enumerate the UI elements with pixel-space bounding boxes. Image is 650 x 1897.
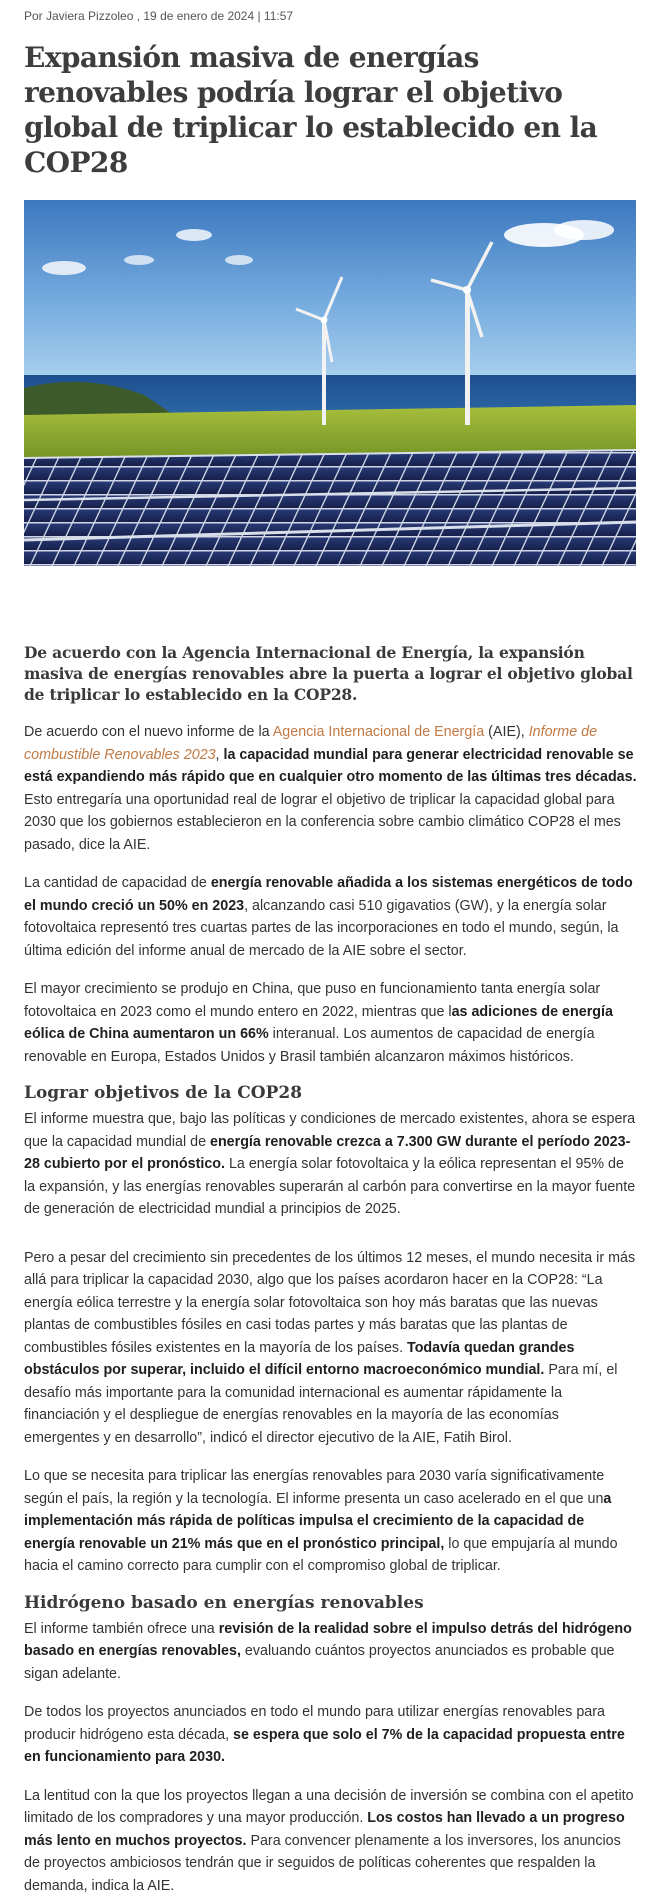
article-title: Expansión masiva de energías renovables podría lograr el objetivo global de triplicar lo establecido en la COP28 (24, 40, 638, 180)
aie-link[interactable]: Agencia Internacional de Energía (273, 724, 484, 740)
paragraph-6: Lo que se necesita para triplicar las energías renovables para 2030 varía significativamente según el país, la región y la tecnología. El informe presenta un caso acelerado en el que una implementación más rápida de políticas impulsa el crecimiento de la capacidad de energía renovable un 21% más que en el pronóstico principal, lo que empujaría al mundo hacia el camino correcto para cumplir con el compromiso global de triplicar. (24, 1465, 638, 1578)
paragraph-3: El mayor crecimiento se produjo en China, que puso en funcionamiento tanta energía solar fotovoltaica en 2023 como el mundo entero en 2022, mientras que las adiciones de energía eólica de China aumentaron un 66% interanual. Los aumentos de capacidad de energía renovable en Europa, Estados Unidos y Brasil también alcanzaron máximos históricos. (24, 978, 638, 1068)
report-link[interactable]: Informe de combustible Renovables 2023 (24, 724, 597, 763)
section-heading-cop28: Lograr objetivos de la COP28 (24, 1082, 638, 1104)
byline: Por Javiera Pizzoleo , 19 de enero de 2024 | 11:57 (24, 0, 638, 28)
section-heading-hidrogeno: Hidrógeno basado en energías renovables (24, 1592, 638, 1614)
article-lead: De acuerdo con la Agencia Internacional de Energía, la expansión masiva de energías renovables abre la puerta a lograr el objetivo global de triplicar lo establecido en la COP28. (24, 642, 638, 705)
paragraph-9: La lentitud con la que los proyectos llegan a una decisión de inversión se combina con el apetito limitado de los compradores y una mayor producción. Los costos han llevado a un progreso más lento en muchos proyectos. Para convencer plenamente a los inversores, los anuncios de proyectos ambiciosos tendrán que ir seguidos de políticas coherentes que respalden la demanda, indica la AIE. (24, 1785, 638, 1897)
paragraph-4: El informe muestra que, bajo las políticas y condiciones de mercado existentes, ahora se espera que la capacidad mundial de energía renovable crezca a 7.300 GW durante el período 2023-28 cubierto por el pronóstico. La energía solar fotovoltaica y la eólica representan el 95% de la expansión, y las energías renovables superarán al carbón para convertirse en la mayor fuente de generación de electricidad mundial a principios de 2025. (24, 1108, 638, 1221)
paragraph-1: De acuerdo con el nuevo informe de la Agencia Internacional de Energía (AIE), Informe de combustible Renovables 2023, la capacidad mundial para generar electricidad renovable se está expandiendo más rápido que en cualquier otro momento de las últimas tres décadas. Esto entregaría una oportunidad real de lograr el objetivo de triplicar la capacidad global para 2030 que los gobiernos establecieron en la conferencia sobre cambio climático COP28 el mes pasado, dice la AIE. (24, 721, 638, 856)
paragraph-5: Pero a pesar del crecimiento sin precedentes de los últimos 12 meses, el mundo necesita ir más allá para triplicar la capacidad 2030, algo que los países acordaron hacer en la COP28: “La energía eólica terrestre y la energía solar fotovoltaica son hoy más baratas que las nuevas plantas de combustibles fósiles en casi todas partes y más baratas que las plantas de combustibles fósiles existentes en la mayoría de los países. Todavía quedan grandes obstáculos por superar, incluido el difícil entorno macroeconómico mundial. Para mí, el desafío más importante para la comunidad internacional es aumentar rápidamente la financiación y el despliegue de energías renovables en la mayoría de las economías emergentes y en desarrollo”, indicó el director ejecutivo de la AIE, Fatih Birol. (24, 1247, 638, 1450)
solar-wind-farm-photo-icon (24, 200, 636, 566)
paragraph-2: La cantidad de capacidad de energía renovable añadida a los sistemas energéticos de todo el mundo creció un 50% en 2023, alcanzando casi 510 gigavatios (GW), y la energía solar fotovoltaica representó tres cuartas partes de las incorporaciones en todo el mundo, según, la última edición del informe anual de mercado de la AIE sobre el sector. (24, 872, 638, 962)
hero-image (24, 200, 636, 566)
paragraph-8: De todos los proyectos anunciados en todo el mundo para utilizar energías renovables para producir hidrógeno esta década, se espera que solo el 7% de la capacidad propuesta entre en funcionamiento para 2030. (24, 1701, 638, 1769)
paragraph-7: El informe también ofrece una revisión de la realidad sobre el impulso detrás del hidrógeno basado en energías renovables, evaluando cuántos proyectos anunciados es probable que sigan adelante. (24, 1618, 638, 1686)
